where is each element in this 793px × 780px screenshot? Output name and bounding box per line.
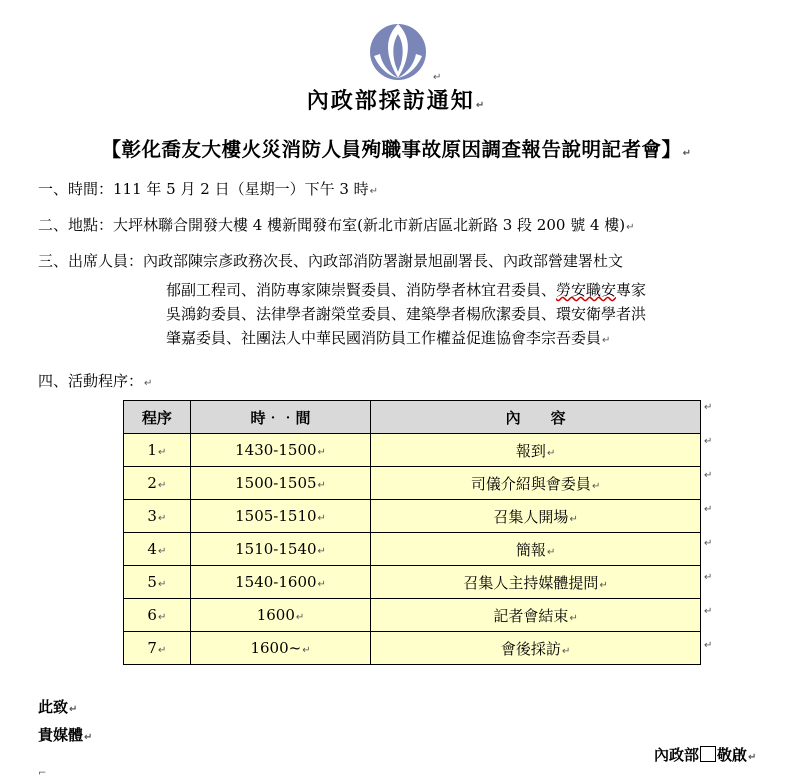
table-row — [124, 599, 701, 632]
row-step-cell-text: 2 — [147, 474, 157, 492]
row-step-cell: 4↵ — [124, 533, 191, 566]
row-end-mark: ↵ — [704, 538, 713, 549]
row-content-cell-text: 召集人開場 — [493, 507, 569, 526]
page-subtitle: 【彰化喬友大樓火災消防人員殉職事故原因調查報告說明記者會】↵ — [101, 138, 692, 161]
row-end-mark: ↵ — [704, 504, 713, 515]
page-title: 內政部採訪通知↵ — [306, 88, 487, 114]
spellcheck-underline: 勞安職安 — [556, 281, 617, 299]
row-step-cell: 3↵ — [124, 500, 191, 533]
header-content: 內 容 — [371, 401, 701, 434]
row-step-cell-text: 5 — [147, 573, 157, 591]
row-time-cell: 1510-1540↵ — [190, 533, 370, 566]
row-step-cell-text: 7 — [147, 639, 157, 657]
row-content-cell: 召集人開場↵ — [371, 500, 701, 533]
row-step-cell-text: 3 — [147, 507, 157, 525]
row-time-cell-text: 1600 — [256, 606, 295, 624]
row-end-mark: ↵ — [704, 436, 713, 447]
row-time-cell-text: 1505-1510 — [235, 507, 317, 525]
row-time-cell: 1505-1510↵ — [190, 500, 370, 533]
row-step-cell: 7↵ — [124, 632, 191, 665]
info-place: 二、地點：大坪林聯合開發大樓 4 樓新聞發布室(新北市新店區北新路 3 段 200 號 4 樓)↵ — [38, 216, 635, 234]
row-step-cell: 5↵ — [124, 566, 191, 599]
row-content-cell: 會後採訪↵ — [371, 632, 701, 665]
paragraph-mark: ↵ — [433, 72, 442, 83]
row-step-cell: 2↵ — [124, 467, 191, 500]
row-step-cell-text: 4 — [147, 540, 157, 558]
info-attendees: 三、出席人員：內政部陳宗彥政務次長、內政部消防署謝景旭副署長、內政部營建署杜文 — [38, 252, 624, 270]
row-content-cell-text: 報到 — [515, 441, 546, 460]
row-time-cell-text: 1540-1600 — [235, 573, 317, 591]
row-content-cell: 簡報↵ — [371, 533, 701, 566]
row-time-cell: 1500-1505↵ — [190, 467, 370, 500]
closing-salutation: 此致↵ — [38, 698, 78, 716]
row-end-mark: ↵ — [704, 572, 713, 583]
table-row — [124, 467, 701, 500]
row-step-cell: 1↵ — [124, 434, 191, 467]
row-time-cell-text: 1500-1505 — [235, 474, 317, 492]
table-row — [124, 500, 701, 533]
header-time: 時‧‧間 — [190, 401, 370, 434]
row-time-cell: 1430-1500↵ — [190, 434, 370, 467]
row-end-mark: ↵ — [704, 402, 713, 413]
row-content-cell-text: 記者會結束 — [493, 606, 569, 625]
row-time-cell: 1540-1600↵ — [190, 566, 370, 599]
row-end-mark: ↵ — [704, 470, 713, 481]
row-content-cell-text: 會後採訪 — [500, 639, 561, 658]
agenda-label: 四、活動程序：↵ — [38, 372, 153, 390]
row-content-cell-text: 召集人主持媒體提問 — [463, 573, 599, 592]
row-end-mark: ↵ — [704, 606, 713, 617]
signoff: 內政部 敬啟↵ — [654, 746, 757, 764]
row-step-cell-text: 1 — [147, 441, 157, 459]
closing-recipient: 貴媒體↵ — [38, 726, 93, 744]
agenda-table — [123, 400, 701, 665]
row-content-cell: 報到↵ — [371, 434, 701, 467]
row-content-cell-text: 司儀介紹與會委員 — [470, 474, 591, 493]
row-content-cell: 司儀介紹與會委員↵ — [371, 467, 701, 500]
row-step-cell: 6↵ — [124, 599, 191, 632]
row-time-cell-text: 1600~ — [250, 639, 302, 657]
placeholder-box — [700, 746, 716, 762]
info-time: 一、時間：111 年 5 月 2 日（星期一）下午 3 時↵ — [38, 180, 379, 198]
row-content-cell-text: 簡報 — [515, 540, 546, 559]
header-step: 程序 — [124, 401, 191, 434]
table-row — [124, 566, 701, 599]
agenda-header-row — [124, 401, 701, 434]
row-time-cell-text: 1430-1500 — [235, 441, 317, 459]
row-content-cell: 記者會結束↵ — [371, 599, 701, 632]
row-step-cell-text: 6 — [147, 606, 157, 624]
table-row — [124, 434, 701, 467]
row-time-cell: 1600~↵ — [190, 632, 370, 665]
row-end-mark: ↵ — [704, 640, 713, 651]
row-time-cell: 1600↵ — [190, 599, 370, 632]
table-row — [124, 533, 701, 566]
ministry-logo-icon — [368, 20, 428, 82]
attendees-continuation: 郁副工程司、消防專家陳崇賢委員、消防學者林宜君委員、勞安職安專家 吳鴻鈞委員、法律學者謝榮堂委員、建築學者楊欣潔委員、環安衛學者洪 肇嘉委員、社團法人中華民國消防員工作權益促進協會李宗吾委員↵ — [166, 281, 647, 347]
table-row — [124, 632, 701, 665]
row-time-cell-text: 1510-1540 — [235, 540, 317, 558]
corner-mark: ⌐ — [38, 768, 47, 779]
row-content-cell: 召集人主持媒體提問↵ — [371, 566, 701, 599]
